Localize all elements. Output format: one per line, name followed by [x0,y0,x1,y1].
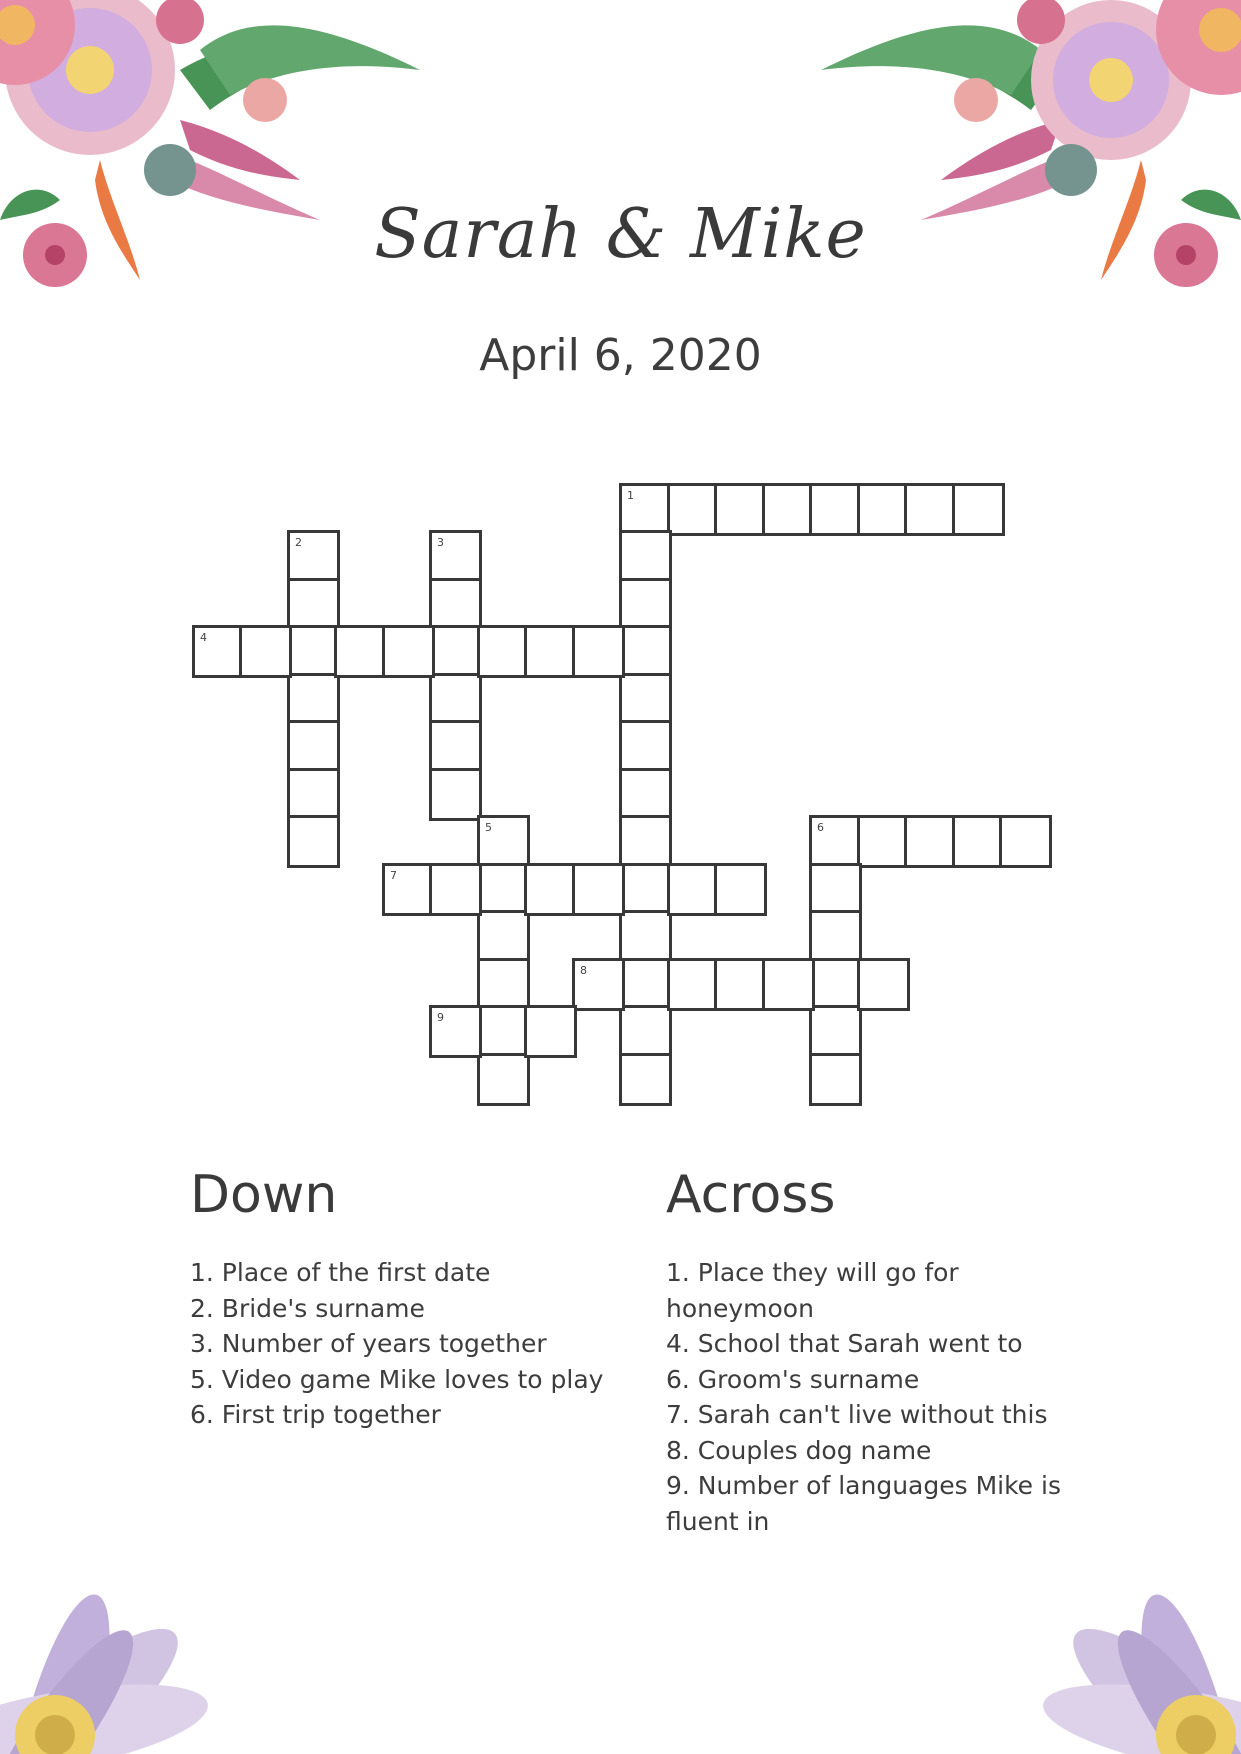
crossword-cell[interactable] [857,815,910,868]
clue-number-label: 1 [627,489,634,502]
crossword-cell[interactable] [524,1005,577,1058]
crossword-cell[interactable] [714,483,767,536]
clue-number-label: 8 [580,964,587,977]
crossword-cell[interactable] [287,530,340,583]
crossword-cell[interactable] [809,483,862,536]
clue-number-label: 7 [390,869,397,882]
couple-names-title: Sarah & Mike [374,195,867,274]
across-clue: 6. Groom's surname [666,1364,920,1394]
crossword-cell[interactable] [382,863,435,916]
across-clue: 1. Place they will go for honeymoon [666,1258,959,1323]
clue-number-label: 4 [200,631,207,644]
crossword-cell[interactable] [334,625,387,678]
crossword-cell[interactable] [809,910,862,963]
wedding-date: April 6, 2020 [479,330,762,381]
floral-bottom-left-illustration [0,1490,260,1754]
down-clue: 5. Video game Mike loves to play [190,1364,604,1394]
crossword-cell[interactable] [619,530,672,583]
clue-number-label: 9 [437,1011,444,1024]
clue-number-label: 2 [295,536,302,549]
crossword-cell[interactable] [524,625,577,678]
crossword-cell[interactable] [619,578,672,631]
crossword-cell[interactable] [714,863,767,916]
crossword-cell[interactable] [667,863,720,916]
down-clue-list [190,1255,610,1433]
crossword-cell[interactable] [809,1005,862,1058]
crossword-cell[interactable] [619,673,672,726]
crossword-cell[interactable] [477,625,530,678]
crossword-cell[interactable] [429,673,482,726]
down-clues-column [190,1165,610,1433]
crossword-cell[interactable] [619,483,672,536]
down-heading: Down [190,1165,338,1225]
crossword-cell[interactable] [999,815,1052,868]
crossword-cell[interactable] [572,625,625,678]
crossword-cell[interactable] [572,958,625,1011]
crossword-cell[interactable] [477,863,530,916]
crossword-cell[interactable] [477,958,530,1011]
crossword-cell[interactable] [619,958,672,1011]
crossword-cell[interactable] [477,910,530,963]
crossword-cell[interactable] [619,768,672,821]
across-clue: 7. Sarah can't live without this [666,1400,1048,1429]
across-clue: 4. School that Sarah went to [666,1329,1023,1358]
crossword-cell[interactable] [619,863,672,916]
crossword-cell[interactable] [429,768,482,821]
crossword-cell[interactable] [952,483,1005,536]
crossword-cell[interactable] [714,958,767,1011]
crossword-cell[interactable] [619,815,672,868]
crossword-cell[interactable] [952,815,1005,868]
crossword-cell[interactable] [239,625,292,678]
crossword-cell[interactable] [287,578,340,631]
down-clue: 6. First trip together [190,1400,441,1429]
across-clues-column [666,1165,1086,1539]
crossword-cell[interactable] [619,720,672,773]
clue-number-label: 3 [437,536,444,549]
down-clue: 1. Place of the first date [190,1258,491,1287]
crossword-cell[interactable] [667,958,720,1011]
crossword-cell[interactable] [619,1053,672,1106]
down-clue: 3. Number of years together [190,1329,547,1358]
crossword-cell[interactable] [477,815,530,868]
crossword-cell[interactable] [572,863,625,916]
crossword-cell[interactable] [429,530,482,583]
crossword-cell[interactable] [429,625,482,678]
crossword-cell[interactable] [287,625,340,678]
crossword-cell[interactable] [477,1053,530,1106]
crossword-cell[interactable] [857,958,910,1011]
crossword-cell[interactable] [429,1005,482,1058]
crossword-cell[interactable] [667,483,720,536]
down-clue: 2. Bride's surname [190,1293,425,1323]
crossword-cell[interactable] [287,673,340,726]
crossword-cell[interactable] [857,483,910,536]
crossword-cell[interactable] [809,958,862,1011]
across-clue-list [666,1255,1086,1539]
clue-number-label: 5 [485,821,492,834]
crossword-cell[interactable] [287,720,340,773]
crossword-cell[interactable] [429,863,482,916]
crossword-cell[interactable] [429,578,482,631]
across-heading: Across [666,1165,836,1225]
crossword-cell[interactable] [192,625,245,678]
crossword-cell[interactable] [809,1053,862,1106]
crossword-cell[interactable] [382,625,435,678]
crossword-cell[interactable] [429,720,482,773]
crossword-cell[interactable] [619,910,672,963]
crossword-cell[interactable] [762,483,815,536]
crossword-cell[interactable] [287,768,340,821]
across-clue: 9. Number of languages Mike is fluent in [666,1471,1061,1536]
crossword-cell[interactable] [619,625,672,678]
crossword-cell[interactable] [809,815,862,868]
across-clue: 8. Couples dog name [666,1435,932,1465]
crossword-cell[interactable] [809,863,862,916]
crossword-cell[interactable] [619,1005,672,1058]
clue-number-label: 6 [817,821,824,834]
crossword-cell[interactable] [762,958,815,1011]
crossword-cell[interactable] [287,815,340,868]
crossword-cell[interactable] [904,483,957,536]
crossword-cell[interactable] [477,1005,530,1058]
crossword-cell[interactable] [524,863,577,916]
crossword-cell[interactable] [904,815,957,868]
